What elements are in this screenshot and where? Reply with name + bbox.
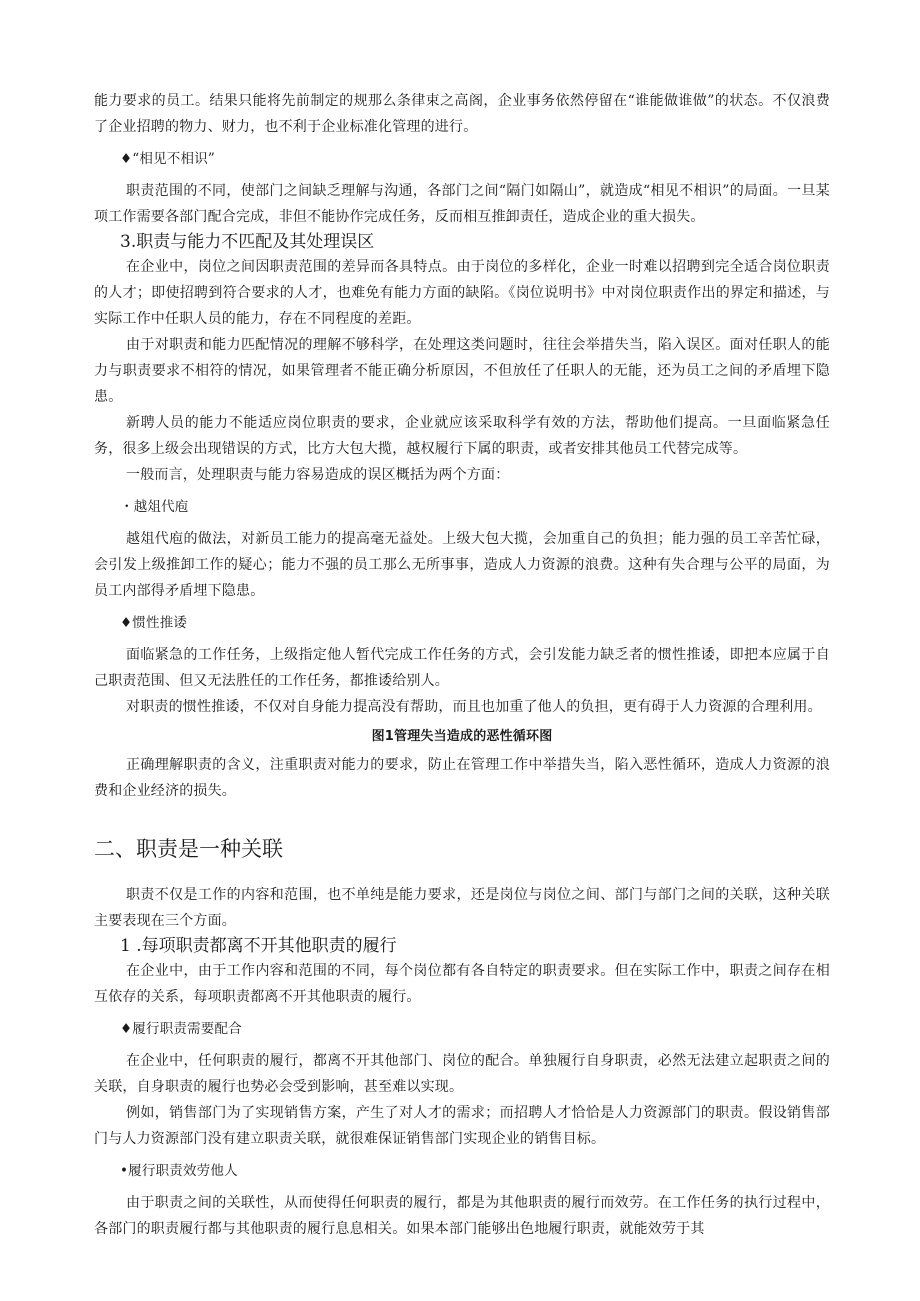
paragraph: 由于对职责和能力匹配情况的理解不够科学，在处理这类问题时，往往会举措失当，陷入误区。面对任职人的能力与职责要求不相符的情况，如果管理者不能正确分析原因，不但放任了任职人的无能，还为员工之间的矛盾埋下隐患。 [94, 337, 830, 405]
paragraph: 在企业中，任何职责的履行，都离不开其他部门、岗位的配合。单独履行自身职责，必然无法建立起职责之间的关联，自身职责的履行也势必会受到影响，甚至难以实现。 [94, 1053, 830, 1095]
paragraph: 在企业中，岗位之间因职责范围的差异而各具特点。由于岗位的多样化，企业一时难以招聘到完全适合岗位职责的人才；即使招聘到符合要求的人才，也难免有能力方面的缺陷。《岗位说明书》中对岗位职责作出的界定和描述，与实际工作中任职人员的能力，存在不同程度的差距。 [94, 259, 830, 327]
paragraph: 对职责的惯性推诿，不仅对自身能力提高没有帮助，而且也加重了他人的负担，更有碍于人力资源的合理利用。 [126, 699, 822, 715]
section-heading-2: 二、职责是一种关联 [94, 837, 283, 861]
bullet-heading-yuezu: ・越俎代庖 [120, 499, 189, 515]
paragraph: 例如，销售部门为了实现销售方案，产生了对人才的需求；而招聘人才恰恰是人力资源部门的职责。假设销售部门与人力资源部门没有建立职责关联，就很难保证销售部门实现企业的销售目标。 [94, 1105, 830, 1147]
paragraph: 新聘人员的能力不能适应岗位职责的要求，企业就应该采取科学有效的方法，帮助他们提高。一旦面临紧急任务，很多上级会出现错误的方式，比方大包大揽，越权履行下属的职责，或者安排其他员工代替完成等。 [94, 415, 830, 457]
paragraph: 职责不仅是工作的内容和范围，也不单纯是能力要求，还是岗位与岗位之间、部门与部门之间的关联，这种关联主要表现在三个方面。 [94, 887, 830, 929]
subsection-heading-1: 1 .每项职责都离不开其他职责的履行 [120, 936, 397, 956]
paragraph: 在企业中，由于工作内容和范围的不同，每个岗位都有各自特定的职责要求。但在实际工作中，职责之间存在相互依存的关系，每项职责都离不开其他职责的履行。 [94, 963, 830, 1005]
paragraph: 能力要求的员工。结果只能将先前制定的规那么条律束之高阁，企业事务依然停留在“谁能做谁做”的状态。不仅浪费了企业招聘的物力、财力，也不利于企业标准化管理的进行。 [94, 93, 830, 135]
paragraph: 正确理解职责的含义，注重职责对能力的要求，防止在管理工作中举措失当，陷入恶性循环，造成人力资源的浪费和企业经济的损失。 [94, 757, 830, 799]
document-page [94, 88, 830, 1242]
paragraph: 一般而言，处理职责与能力容易造成的误区概括为两个方面： [126, 467, 510, 483]
figure-caption: 图1管理失当造成的恶性循环图 [371, 729, 553, 744]
paragraph: 面临紧急的工作任务，上级指定他人暂代完成工作任务的方式，会引发能力缺乏者的惯性推诿，即把本应属于自己职责范围、但又无法胜任的工作任务，都推诿给别人。 [94, 647, 830, 689]
paragraph: 由于职责之间的关联性，从而使得任何职责的履行，都是为其他职责的履行而效劳。在工作任务的执行过程中，各部门的职责履行都与其他职责的履行息息相关。如果本部门能够出色地履行职责，就能效劳于其 [94, 1195, 830, 1237]
subsection-heading-3: 3.职责与能力不匹配及其处理误区 [120, 232, 375, 252]
bullet-heading-lvxing: ♦履行职责需要配合 [120, 1021, 242, 1037]
paragraph: 越俎代庖的做法，对新员工能力的提高毫无益处。上级大包大揽，会加重自己的负担；能力强的员工辛苦忙碌，会引发上级推卸工作的疑心；能力不强的员工那么无所事事，造成人力资源的浪费。这种有失合理与公平的局面，为员工内部得矛盾埋下隐患。 [94, 531, 830, 599]
bullet-heading-guanxing: ♦惯性推诿 [120, 615, 188, 631]
bullet-heading-xiangjian: ♦“相见不相识” [120, 151, 216, 167]
bullet-heading-xiaolao: •履行职责效劳他人 [120, 1163, 238, 1179]
paragraph: 职责范围的不同，使部门之间缺乏理解与沟通，各部门之间“隔门如隔山”，就造成“相见不相识”的局面。一旦某项工作需要各部门配合完成，非但不能协作完成任务，反而相互推卸责任，造成企业的重大损失。 [94, 183, 830, 225]
